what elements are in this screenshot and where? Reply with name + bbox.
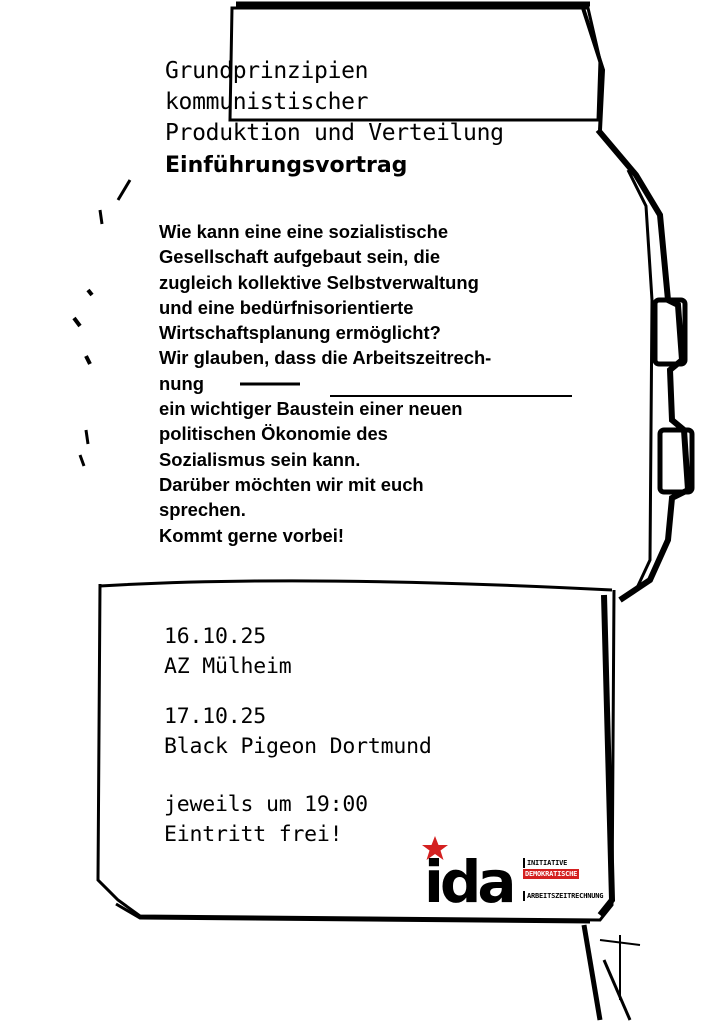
event-date: 16.10.25	[164, 624, 266, 649]
title-line: kommunistischer	[165, 89, 369, 115]
description-line: politischen Ökonomie des	[159, 423, 388, 445]
description-line: zugleich kollektive Selbstverwaltung	[159, 271, 479, 293]
description-line: Kommt gerne vorbei!	[159, 524, 344, 546]
description-line: Wie kann eine eine sozialistische	[159, 221, 449, 242]
watch-band-bottom	[584, 925, 600, 1020]
time-note: jeweils um 19:00	[164, 792, 368, 817]
time-block	[164, 790, 368, 850]
title-line: Produktion und Verteilung	[165, 120, 504, 146]
description-line: Wirtschaftsplanung ermöglicht?	[159, 322, 441, 344]
description-line: Darüber möchten wir mit euch	[159, 473, 424, 495]
logo-tag-line: INITIATIVE	[523, 858, 569, 868]
title-line: Grundprinzipien	[165, 58, 369, 84]
logo-letters: ida	[424, 848, 513, 908]
event-place: Black Pigeon Dortmund	[164, 734, 432, 759]
event-2	[164, 702, 432, 762]
description-line: Wir glauben, dass die Arbeitszeitrech-	[159, 347, 492, 369]
description-block	[159, 219, 589, 548]
event-date: 17.10.25	[164, 704, 266, 729]
logo-tag-line: DEMOKRATISCHE	[525, 870, 578, 878]
entry-note: Eintritt frei!	[164, 822, 343, 847]
description-line: Sozialismus sein kann.	[159, 448, 361, 470]
event-1	[164, 622, 291, 682]
event-place: AZ Mülheim	[164, 654, 292, 679]
description-line: Gesellschaft aufgebaut sein, die	[159, 246, 441, 268]
ida-wordmark	[422, 836, 522, 908]
description-line: und eine bedürfnisorientierte	[159, 296, 414, 318]
title-block	[165, 56, 585, 182]
description-line: nung	[159, 372, 204, 394]
subtitle: Einführungsvortrag	[165, 153, 408, 178]
logo-tag-line: ARBEITSZEITRECHNUNG	[523, 891, 605, 901]
description-line: sprechen.	[159, 499, 246, 521]
description-line: ein wichtiger Baustein einer neuen	[159, 398, 463, 420]
